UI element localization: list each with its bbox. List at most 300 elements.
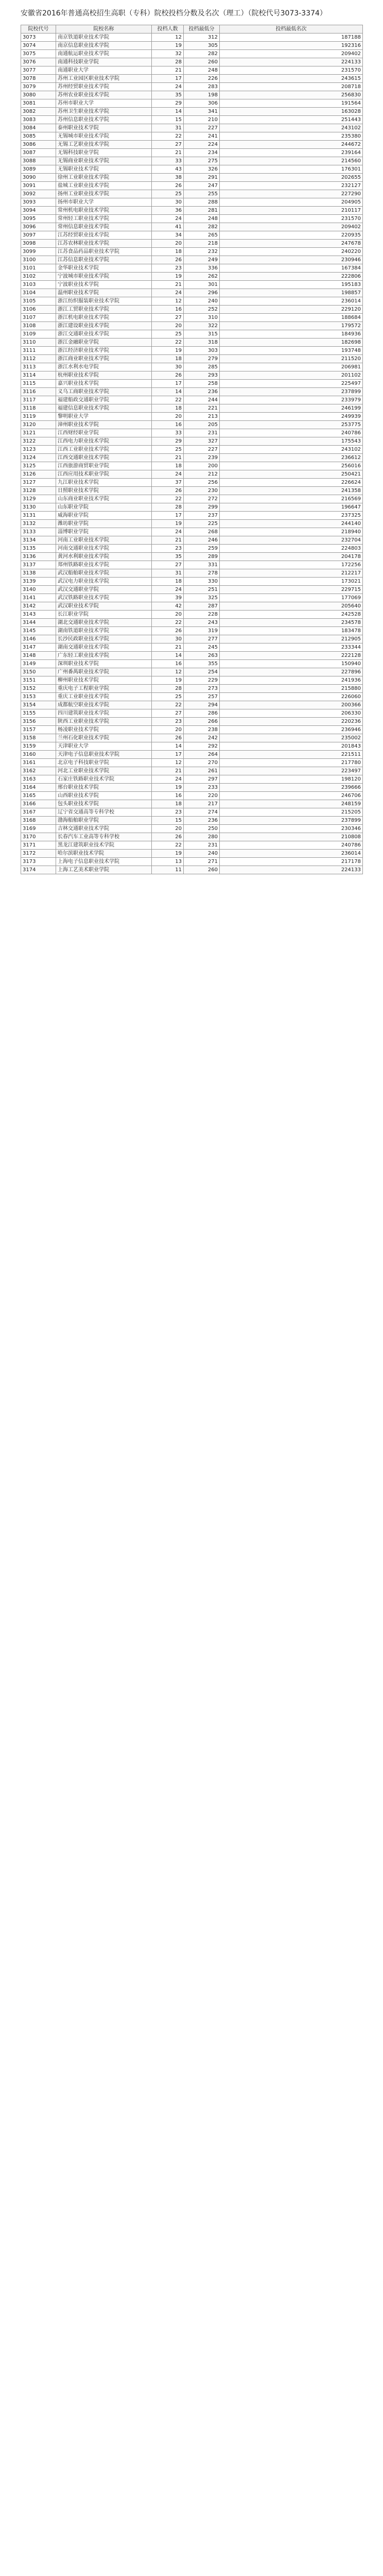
table-row xyxy=(21,50,363,58)
cell-school-name: 武汉交通职业学院 xyxy=(56,586,152,594)
table-row xyxy=(21,446,363,454)
cell-school-code: 3153 xyxy=(21,693,56,701)
cell-min-rank: 230346 xyxy=(220,825,363,833)
cell-min-score: 247 xyxy=(184,182,220,190)
cell-school-code: 3104 xyxy=(21,289,56,297)
cell-min-score: 257 xyxy=(184,693,220,701)
table-row xyxy=(21,759,363,767)
cell-school-name: 江苏信息职业技术学院 xyxy=(56,256,152,264)
cell-admit-count: 14 xyxy=(152,388,184,396)
cell-min-rank: 224133 xyxy=(220,866,363,874)
table-row xyxy=(21,396,363,404)
cell-min-score: 325 xyxy=(184,594,220,602)
cell-min-rank: 183478 xyxy=(220,627,363,635)
cell-min-score: 270 xyxy=(184,759,220,767)
cell-min-rank: 198120 xyxy=(220,775,363,784)
table-row xyxy=(21,289,363,297)
cell-school-code: 3109 xyxy=(21,330,56,338)
cell-min-rank: 172256 xyxy=(220,561,363,569)
cell-school-name: 北京电子科技职业学院 xyxy=(56,759,152,767)
cell-min-rank: 226060 xyxy=(220,693,363,701)
cell-admit-count: 15 xyxy=(152,817,184,825)
cell-school-code: 3115 xyxy=(21,380,56,388)
cell-min-score: 275 xyxy=(184,157,220,165)
cell-min-rank: 248159 xyxy=(220,800,363,808)
cell-min-rank: 246199 xyxy=(220,404,363,413)
cell-admit-count: 26 xyxy=(152,371,184,380)
cell-min-score: 341 xyxy=(184,108,220,116)
cell-min-rank: 150940 xyxy=(220,660,363,668)
table-row xyxy=(21,512,363,520)
cell-school-name: 湖南交通职业技术学院 xyxy=(56,643,152,652)
table-row xyxy=(21,371,363,380)
cell-min-score: 305 xyxy=(184,42,220,50)
cell-admit-count: 22 xyxy=(152,619,184,627)
table-row xyxy=(21,841,363,850)
cell-min-score: 256 xyxy=(184,479,220,487)
cell-min-score: 227 xyxy=(184,446,220,454)
table-row xyxy=(21,751,363,759)
cell-school-name: 苏州农业职业技术学院 xyxy=(56,91,152,99)
cell-min-score: 212 xyxy=(184,470,220,479)
cell-min-rank: 201102 xyxy=(220,371,363,380)
table-row xyxy=(21,99,363,108)
cell-school-name: 深圳职业技术学院 xyxy=(56,660,152,668)
cell-school-code: 3150 xyxy=(21,668,56,676)
cell-school-name: 浙江机电职业技术学院 xyxy=(56,314,152,322)
cell-school-name: 浙江纺织服装职业技术学院 xyxy=(56,297,152,306)
table-row xyxy=(21,108,363,116)
table-row xyxy=(21,157,363,165)
cell-school-name: 盐城工业职业技术学院 xyxy=(56,182,152,190)
table-row xyxy=(21,198,363,207)
cell-admit-count: 31 xyxy=(152,124,184,132)
cell-min-score: 292 xyxy=(184,742,220,751)
cell-min-score: 336 xyxy=(184,264,220,273)
cell-school-name: 宁波职业技术学院 xyxy=(56,281,152,289)
table-row xyxy=(21,693,363,701)
cell-admit-count: 26 xyxy=(152,256,184,264)
cell-admit-count: 21 xyxy=(152,281,184,289)
cell-min-rank: 200366 xyxy=(220,701,363,709)
cell-school-code: 3138 xyxy=(21,569,56,578)
cell-school-code: 3085 xyxy=(21,132,56,141)
cell-min-rank: 188684 xyxy=(220,314,363,322)
cell-admit-count: 43 xyxy=(152,165,184,174)
cell-min-rank: 233344 xyxy=(220,643,363,652)
cell-school-code: 3155 xyxy=(21,709,56,718)
cell-school-name: 柳州职业技术学院 xyxy=(56,676,152,685)
cell-min-rank: 196647 xyxy=(220,503,363,512)
cell-min-rank: 215880 xyxy=(220,685,363,693)
cell-min-rank: 209402 xyxy=(220,223,363,231)
cell-school-code: 3102 xyxy=(21,273,56,281)
cell-min-score: 260 xyxy=(184,58,220,66)
cell-min-rank: 217780 xyxy=(220,759,363,767)
cell-admit-count: 17 xyxy=(152,75,184,83)
cell-min-rank: 242528 xyxy=(220,611,363,619)
cell-school-name: 苏州信息职业技术学院 xyxy=(56,116,152,124)
cell-school-code: 3162 xyxy=(21,767,56,775)
cell-school-code: 3125 xyxy=(21,462,56,470)
table-row xyxy=(21,165,363,174)
cell-min-score: 272 xyxy=(184,495,220,503)
cell-school-name: 武汉铁路职业技术学院 xyxy=(56,594,152,602)
cell-min-rank: 251443 xyxy=(220,116,363,124)
cell-admit-count: 21 xyxy=(152,66,184,75)
cell-min-score: 258 xyxy=(184,380,220,388)
cell-admit-count: 21 xyxy=(152,643,184,652)
cell-school-name: 宁波城市职业技术学院 xyxy=(56,273,152,281)
cell-school-name: 黑龙江建筑职业技术学院 xyxy=(56,841,152,850)
cell-min-rank: 232127 xyxy=(220,182,363,190)
cell-school-code: 3144 xyxy=(21,619,56,627)
table-row xyxy=(21,124,363,132)
cell-school-code: 3134 xyxy=(21,536,56,545)
cell-min-rank: 224803 xyxy=(220,545,363,553)
table-row xyxy=(21,866,363,874)
cell-school-name: 上海工艺美术职业学院 xyxy=(56,866,152,874)
cell-school-code: 3131 xyxy=(21,512,56,520)
cell-min-rank: 184936 xyxy=(220,330,363,338)
cell-min-rank: 231570 xyxy=(220,215,363,223)
cell-admit-count: 18 xyxy=(152,800,184,808)
cell-min-rank: 240220 xyxy=(220,248,363,256)
cell-school-code: 3118 xyxy=(21,404,56,413)
table-row xyxy=(21,545,363,553)
cell-school-code: 3097 xyxy=(21,231,56,240)
cell-school-name: 吉林交通职业技术学院 xyxy=(56,825,152,833)
cell-admit-count: 35 xyxy=(152,91,184,99)
cell-admit-count: 22 xyxy=(152,338,184,347)
cell-school-code: 3121 xyxy=(21,429,56,437)
table-row xyxy=(21,594,363,602)
cell-min-rank: 244140 xyxy=(220,520,363,528)
cell-admit-count: 19 xyxy=(152,273,184,281)
cell-school-code: 3146 xyxy=(21,635,56,643)
cell-min-rank: 222128 xyxy=(220,652,363,660)
cell-school-code: 3119 xyxy=(21,413,56,421)
cell-min-rank: 205640 xyxy=(220,602,363,611)
cell-admit-count: 38 xyxy=(152,174,184,182)
cell-school-code: 3157 xyxy=(21,726,56,734)
cell-admit-count: 22 xyxy=(152,495,184,503)
cell-min-score: 245 xyxy=(184,643,220,652)
cell-min-rank: 212905 xyxy=(220,635,363,643)
cell-admit-count: 32 xyxy=(152,50,184,58)
cell-min-rank: 235002 xyxy=(220,734,363,742)
cell-min-score: 242 xyxy=(184,734,220,742)
cell-min-score: 282 xyxy=(184,50,220,58)
cell-school-code: 3170 xyxy=(21,833,56,841)
cell-min-score: 303 xyxy=(184,347,220,355)
table-row xyxy=(21,404,363,413)
cell-school-code: 3096 xyxy=(21,223,56,231)
cell-admit-count: 20 xyxy=(152,825,184,833)
cell-min-rank: 235380 xyxy=(220,132,363,141)
cell-min-rank: 247678 xyxy=(220,240,363,248)
table-row xyxy=(21,231,363,240)
cell-admit-count: 26 xyxy=(152,487,184,495)
cell-school-name: 江西旅游商贸职业学院 xyxy=(56,462,152,470)
cell-school-name: 兰州石化职业技术学院 xyxy=(56,734,152,742)
cell-admit-count: 22 xyxy=(152,396,184,404)
cell-school-code: 3127 xyxy=(21,479,56,487)
cell-min-rank: 227896 xyxy=(220,668,363,676)
cell-min-score: 210 xyxy=(184,116,220,124)
cell-admit-count: 24 xyxy=(152,775,184,784)
cell-admit-count: 21 xyxy=(152,454,184,462)
cell-school-name: 长江职业学院 xyxy=(56,611,152,619)
cell-admit-count: 42 xyxy=(152,602,184,611)
cell-min-score: 297 xyxy=(184,775,220,784)
table-row xyxy=(21,479,363,487)
cell-school-code: 3081 xyxy=(21,99,56,108)
cell-admit-count: 27 xyxy=(152,314,184,322)
cell-school-name: 河南交通职业技术学院 xyxy=(56,545,152,553)
cell-admit-count: 24 xyxy=(152,289,184,297)
cell-school-name: 苏州工业园区职业技术学院 xyxy=(56,75,152,83)
cell-school-code: 3095 xyxy=(21,215,56,223)
cell-min-rank: 204905 xyxy=(220,198,363,207)
cell-school-name: 上海电子信息职业技术学院 xyxy=(56,858,152,866)
cell-school-code: 3158 xyxy=(21,734,56,742)
table-row xyxy=(21,281,363,289)
cell-admit-count: 19 xyxy=(152,520,184,528)
table-row xyxy=(21,248,363,256)
cell-school-code: 3130 xyxy=(21,503,56,512)
cell-school-code: 3083 xyxy=(21,116,56,124)
cell-min-score: 238 xyxy=(184,726,220,734)
table-row xyxy=(21,182,363,190)
cell-min-rank: 206981 xyxy=(220,363,363,371)
table-row xyxy=(21,413,363,421)
table-row xyxy=(21,602,363,611)
cell-school-name: 武汉船舶职业技术学院 xyxy=(56,569,152,578)
cell-school-code: 3076 xyxy=(21,58,56,66)
cell-admit-count: 17 xyxy=(152,380,184,388)
cell-min-score: 262 xyxy=(184,273,220,281)
table-row xyxy=(21,833,363,841)
table-row xyxy=(21,635,363,643)
cell-min-score: 240 xyxy=(184,297,220,306)
cell-admit-count: 11 xyxy=(152,866,184,874)
cell-school-name: 淄博职业学院 xyxy=(56,528,152,536)
cell-school-name: 江苏食品药品职业技术学院 xyxy=(56,248,152,256)
cell-min-score: 319 xyxy=(184,627,220,635)
table-row xyxy=(21,58,363,66)
table-row xyxy=(21,800,363,808)
cell-school-name: 天津电子信息职业技术学院 xyxy=(56,751,152,759)
cell-admit-count: 25 xyxy=(152,693,184,701)
cell-min-score: 240 xyxy=(184,850,220,858)
cell-school-name: 嘉兴职业技术学院 xyxy=(56,380,152,388)
table-row xyxy=(21,264,363,273)
cell-min-rank: 193748 xyxy=(220,347,363,355)
cell-admit-count: 18 xyxy=(152,578,184,586)
table-row xyxy=(21,553,363,561)
cell-school-code: 3090 xyxy=(21,174,56,182)
table-row xyxy=(21,116,363,124)
cell-school-name: 邢台职业技术学院 xyxy=(56,784,152,792)
cell-school-code: 3148 xyxy=(21,652,56,660)
cell-school-code: 3074 xyxy=(21,42,56,50)
cell-min-rank: 240786 xyxy=(220,841,363,850)
header-min-score: 投档最低分 xyxy=(184,25,220,33)
cell-school-code: 3171 xyxy=(21,841,56,850)
cell-school-name: 苏州卫生职业技术学院 xyxy=(56,108,152,116)
cell-min-score: 250 xyxy=(184,825,220,833)
cell-school-code: 3098 xyxy=(21,240,56,248)
cell-school-code: 3093 xyxy=(21,198,56,207)
cell-school-code: 3114 xyxy=(21,371,56,380)
cell-min-score: 263 xyxy=(184,652,220,660)
cell-min-rank: 163028 xyxy=(220,108,363,116)
table-row xyxy=(21,141,363,149)
cell-school-code: 3151 xyxy=(21,676,56,685)
cell-min-rank: 214560 xyxy=(220,157,363,165)
table-row xyxy=(21,223,363,231)
cell-min-rank: 173021 xyxy=(220,578,363,586)
table-row xyxy=(21,355,363,363)
cell-school-code: 3101 xyxy=(21,264,56,273)
table-row xyxy=(21,726,363,734)
cell-min-score: 227 xyxy=(184,124,220,132)
cell-admit-count: 19 xyxy=(152,42,184,50)
cell-min-score: 228 xyxy=(184,611,220,619)
cell-min-score: 291 xyxy=(184,174,220,182)
cell-min-score: 282 xyxy=(184,223,220,231)
cell-min-rank: 204178 xyxy=(220,553,363,561)
cell-min-rank: 176301 xyxy=(220,165,363,174)
cell-school-code: 3123 xyxy=(21,446,56,454)
cell-admit-count: 20 xyxy=(152,240,184,248)
cell-school-name: 长春汽车工业高等专科学校 xyxy=(56,833,152,841)
table-row xyxy=(21,742,363,751)
cell-min-score: 251 xyxy=(184,586,220,594)
cell-school-code: 3136 xyxy=(21,553,56,561)
cell-school-code: 3160 xyxy=(21,751,56,759)
cell-admit-count: 19 xyxy=(152,347,184,355)
cell-min-rank: 241358 xyxy=(220,487,363,495)
cell-min-rank: 244672 xyxy=(220,141,363,149)
cell-admit-count: 22 xyxy=(152,841,184,850)
cell-admit-count: 23 xyxy=(152,808,184,817)
cell-min-score: 331 xyxy=(184,561,220,569)
cell-admit-count: 19 xyxy=(152,784,184,792)
table-row xyxy=(21,240,363,248)
cell-school-name: 江苏农林职业技术学院 xyxy=(56,240,152,248)
header-school-name: 院校名称 xyxy=(56,25,152,33)
cell-min-rank: 211520 xyxy=(220,355,363,363)
cell-min-rank: 215205 xyxy=(220,808,363,817)
table-row xyxy=(21,858,363,866)
cell-min-rank: 182698 xyxy=(220,338,363,347)
cell-school-name: 山西职业技术学院 xyxy=(56,792,152,800)
cell-admit-count: 37 xyxy=(152,479,184,487)
table-row xyxy=(21,569,363,578)
table-row xyxy=(21,586,363,594)
cell-admit-count: 25 xyxy=(152,446,184,454)
cell-min-score: 231 xyxy=(184,841,220,850)
cell-min-rank: 231570 xyxy=(220,66,363,75)
table-row xyxy=(21,363,363,371)
cell-school-code: 3100 xyxy=(21,256,56,264)
cell-admit-count: 16 xyxy=(152,421,184,429)
cell-min-score: 330 xyxy=(184,578,220,586)
cell-min-score: 241 xyxy=(184,132,220,141)
cell-school-code: 3167 xyxy=(21,808,56,817)
table-row xyxy=(21,825,363,833)
table-row xyxy=(21,149,363,157)
cell-school-code: 3113 xyxy=(21,363,56,371)
table-row xyxy=(21,503,363,512)
cell-min-score: 221 xyxy=(184,404,220,413)
cell-admit-count: 12 xyxy=(152,668,184,676)
cell-school-name: 江西应用技术职业学院 xyxy=(56,470,152,479)
table-body xyxy=(21,33,363,874)
cell-school-code: 3173 xyxy=(21,858,56,866)
cell-school-name: 泰州职业技术学院 xyxy=(56,124,152,132)
cell-min-score: 312 xyxy=(184,33,220,42)
cell-admit-count: 28 xyxy=(152,503,184,512)
table-row xyxy=(21,462,363,470)
table-row xyxy=(21,215,363,223)
cell-min-score: 205 xyxy=(184,421,220,429)
cell-min-rank: 224133 xyxy=(220,58,363,66)
cell-school-name: 无锡城市职业技术学院 xyxy=(56,132,152,141)
cell-admit-count: 29 xyxy=(152,99,184,108)
table-row xyxy=(21,91,363,99)
cell-school-code: 3080 xyxy=(21,91,56,99)
cell-school-code: 3152 xyxy=(21,685,56,693)
cell-min-score: 213 xyxy=(184,413,220,421)
table-row xyxy=(21,388,363,396)
cell-school-code: 3165 xyxy=(21,792,56,800)
cell-min-score: 280 xyxy=(184,833,220,841)
cell-school-name: 南京信息职业技术学院 xyxy=(56,42,152,50)
cell-min-rank: 243615 xyxy=(220,75,363,83)
cell-school-name: 威海职业学院 xyxy=(56,512,152,520)
header-min-rank: 投档最低名次 xyxy=(220,25,363,33)
cell-school-code: 3133 xyxy=(21,528,56,536)
cell-school-name: 浙江工贸职业技术学院 xyxy=(56,306,152,314)
table-row xyxy=(21,709,363,718)
table-row xyxy=(21,611,363,619)
cell-admit-count: 20 xyxy=(152,322,184,330)
cell-school-code: 3120 xyxy=(21,421,56,429)
cell-min-score: 231 xyxy=(184,429,220,437)
cell-school-code: 3128 xyxy=(21,487,56,495)
table-row xyxy=(21,536,363,545)
cell-min-rank: 210808 xyxy=(220,833,363,841)
cell-admit-count: 26 xyxy=(152,734,184,742)
cell-school-name: 重庆工业职业技术学院 xyxy=(56,693,152,701)
table-row xyxy=(21,495,363,503)
table-row xyxy=(21,454,363,462)
table-row xyxy=(21,314,363,322)
table-row xyxy=(21,33,363,42)
cell-school-code: 3145 xyxy=(21,627,56,635)
cell-min-score: 278 xyxy=(184,569,220,578)
table-row xyxy=(21,66,363,75)
table-row xyxy=(21,685,363,693)
cell-min-rank: 233979 xyxy=(220,396,363,404)
cell-min-rank: 237899 xyxy=(220,817,363,825)
cell-school-name: 陕西工业职业技术学院 xyxy=(56,718,152,726)
cell-school-name: 江西财经职业学院 xyxy=(56,429,152,437)
cell-min-rank: 232704 xyxy=(220,536,363,545)
